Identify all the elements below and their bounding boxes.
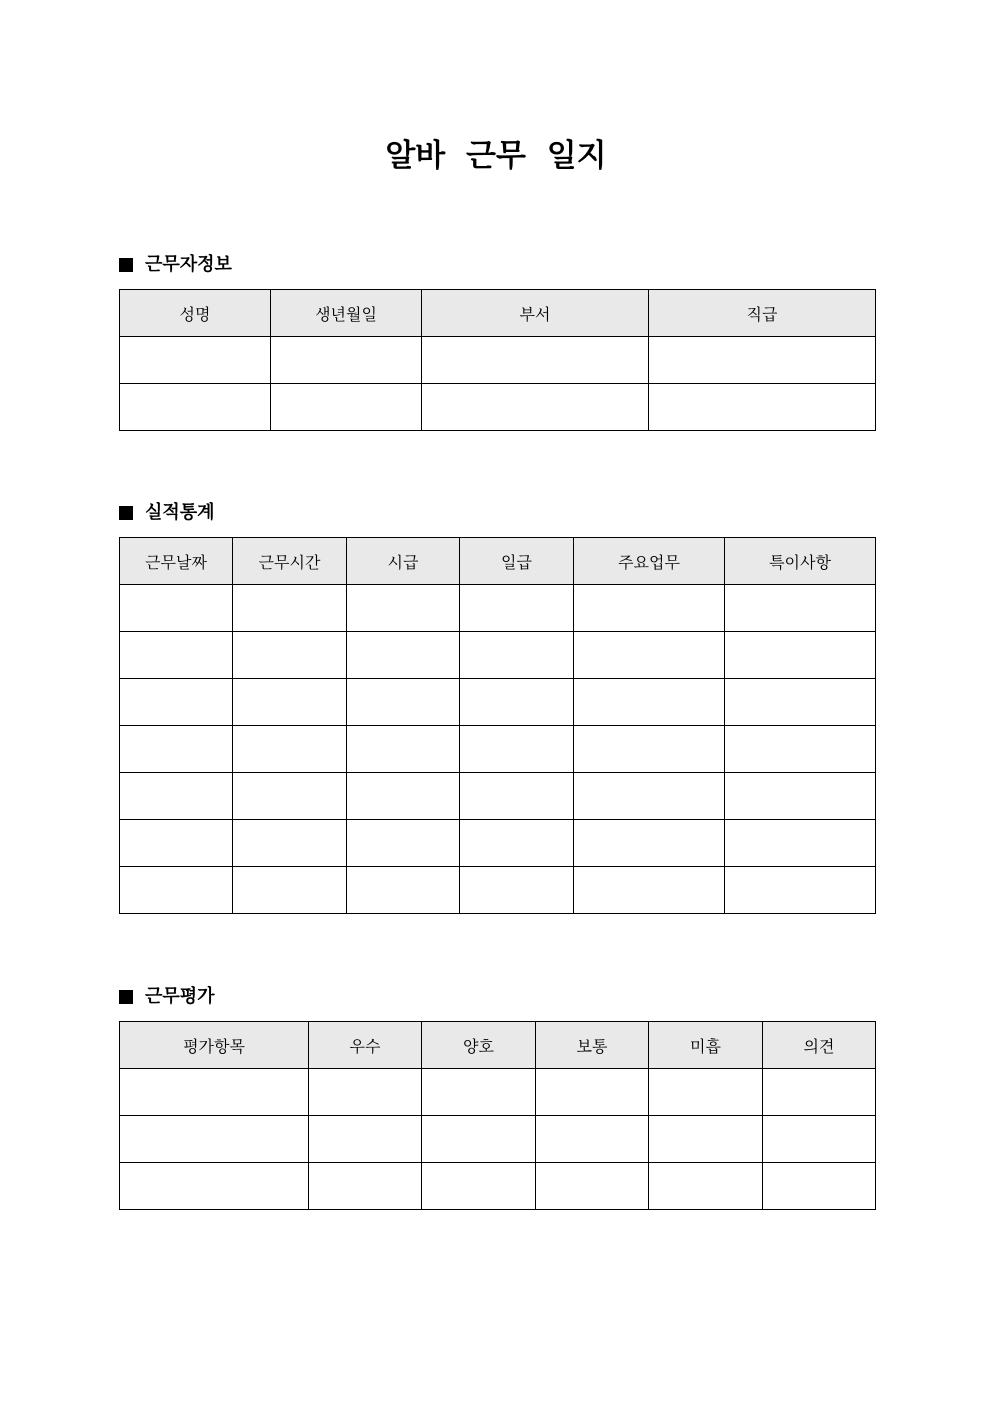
- table-cell[interactable]: [233, 632, 347, 679]
- table-cell[interactable]: [309, 1163, 422, 1210]
- table-cell[interactable]: [347, 679, 460, 726]
- table-cell[interactable]: [460, 632, 574, 679]
- table-header-row: [120, 1022, 876, 1069]
- table-cell[interactable]: [574, 585, 725, 632]
- table-cell[interactable]: [574, 820, 725, 867]
- table-cell[interactable]: [763, 1163, 876, 1210]
- table-cell[interactable]: [120, 632, 233, 679]
- header-cell-main-task: 주요업무: [574, 538, 725, 585]
- header-cell-poor: 미흡: [649, 1022, 763, 1069]
- table-cell[interactable]: [460, 585, 574, 632]
- table-cell[interactable]: [649, 384, 876, 431]
- section-heading-label: 근무평가: [145, 986, 215, 1007]
- table-row: [120, 384, 876, 431]
- header-cell-birthdate: 생년월일: [271, 290, 422, 337]
- table-cell[interactable]: [725, 726, 876, 773]
- table-cell[interactable]: [460, 867, 574, 914]
- header-cell-opinion: 의견: [763, 1022, 876, 1069]
- table-row: [120, 337, 876, 384]
- table-cell[interactable]: [649, 337, 876, 384]
- table-cell[interactable]: [574, 726, 725, 773]
- table-row: [120, 1116, 876, 1163]
- table-cell[interactable]: [233, 585, 347, 632]
- table-cell[interactable]: [120, 1163, 309, 1210]
- table-cell[interactable]: [120, 679, 233, 726]
- header-cell-name: 성명: [120, 290, 271, 337]
- performance-body: [120, 585, 876, 914]
- table-cell[interactable]: [309, 1116, 422, 1163]
- table-cell[interactable]: [120, 820, 233, 867]
- section-heading-label: 실적통계: [145, 502, 215, 523]
- square-bullet-icon: [119, 506, 133, 520]
- table-cell[interactable]: [233, 679, 347, 726]
- table-cell[interactable]: [233, 820, 347, 867]
- table-cell[interactable]: [725, 773, 876, 820]
- header-cell-evaluation-item: 평가항목: [120, 1022, 309, 1069]
- table-cell[interactable]: [649, 1069, 763, 1116]
- evaluation-table: [119, 1021, 876, 1210]
- table-cell[interactable]: [309, 1069, 422, 1116]
- table-cell[interactable]: [536, 1069, 649, 1116]
- table-cell[interactable]: [120, 337, 271, 384]
- table-cell[interactable]: [574, 773, 725, 820]
- section-heading-label: 근무자정보: [145, 254, 232, 275]
- table-header-row: [120, 290, 876, 337]
- table-cell[interactable]: [649, 1116, 763, 1163]
- table-cell[interactable]: [422, 1116, 536, 1163]
- table-row: [120, 585, 876, 632]
- table-row: [120, 867, 876, 914]
- table-cell[interactable]: [725, 820, 876, 867]
- table-cell[interactable]: [347, 726, 460, 773]
- table-cell[interactable]: [574, 632, 725, 679]
- table-cell[interactable]: [725, 679, 876, 726]
- table-row: [120, 726, 876, 773]
- table-cell[interactable]: [536, 1163, 649, 1210]
- table-cell[interactable]: [574, 867, 725, 914]
- header-cell-excellent: 우수: [309, 1022, 422, 1069]
- table-row: [120, 679, 876, 726]
- table-cell[interactable]: [422, 384, 649, 431]
- performance-table: [119, 537, 876, 914]
- table-cell[interactable]: [725, 585, 876, 632]
- header-cell-position: 직급: [649, 290, 876, 337]
- section-heading-performance: [119, 501, 215, 525]
- table-row: [120, 820, 876, 867]
- table-cell[interactable]: [725, 867, 876, 914]
- table-cell[interactable]: [422, 1163, 536, 1210]
- header-cell-work-hours: 근무시간: [233, 538, 347, 585]
- table-cell[interactable]: [347, 585, 460, 632]
- table-cell[interactable]: [460, 726, 574, 773]
- table-cell[interactable]: [233, 773, 347, 820]
- table-cell[interactable]: [725, 632, 876, 679]
- square-bullet-icon: [119, 990, 133, 1004]
- table-cell[interactable]: [460, 679, 574, 726]
- table-cell[interactable]: [460, 773, 574, 820]
- table-cell[interactable]: [120, 726, 233, 773]
- table-cell[interactable]: [649, 1163, 763, 1210]
- header-cell-average: 보통: [536, 1022, 649, 1069]
- table-cell[interactable]: [347, 867, 460, 914]
- table-cell[interactable]: [271, 337, 422, 384]
- table-cell[interactable]: [120, 1116, 309, 1163]
- table-cell[interactable]: [422, 1069, 536, 1116]
- table-cell[interactable]: [574, 679, 725, 726]
- document-title: 알바 근무 일지: [385, 138, 607, 174]
- header-cell-good: 양호: [422, 1022, 536, 1069]
- table-cell[interactable]: [120, 384, 271, 431]
- table-cell[interactable]: [763, 1116, 876, 1163]
- worker-info-table: [119, 289, 876, 431]
- evaluation-body: [120, 1069, 876, 1210]
- square-bullet-icon: [119, 258, 133, 272]
- table-cell[interactable]: [460, 820, 574, 867]
- header-cell-department: 부서: [422, 290, 649, 337]
- table-cell[interactable]: [120, 585, 233, 632]
- table-cell[interactable]: [120, 1069, 309, 1116]
- header-cell-daily-wage: 일급: [460, 538, 574, 585]
- section-heading-evaluation: [119, 985, 215, 1009]
- header-cell-remarks: 특이사항: [725, 538, 876, 585]
- table-row: [120, 1163, 876, 1210]
- table-cell[interactable]: [233, 867, 347, 914]
- table-cell[interactable]: [422, 337, 649, 384]
- worker-info-body: [120, 337, 876, 431]
- table-row: [120, 632, 876, 679]
- table-cell[interactable]: [763, 1069, 876, 1116]
- table-cell[interactable]: [347, 820, 460, 867]
- table-cell[interactable]: [120, 773, 233, 820]
- header-cell-hourly-wage: 시급: [347, 538, 460, 585]
- table-row: [120, 1069, 876, 1116]
- header-cell-work-date: 근무날짜: [120, 538, 233, 585]
- section-heading-worker-info: [119, 253, 232, 277]
- table-cell[interactable]: [536, 1116, 649, 1163]
- table-header-row: [120, 538, 876, 585]
- table-row: [120, 773, 876, 820]
- table-cell[interactable]: [271, 384, 422, 431]
- table-cell[interactable]: [347, 632, 460, 679]
- table-cell[interactable]: [347, 773, 460, 820]
- table-cell[interactable]: [120, 867, 233, 914]
- table-cell[interactable]: [233, 726, 347, 773]
